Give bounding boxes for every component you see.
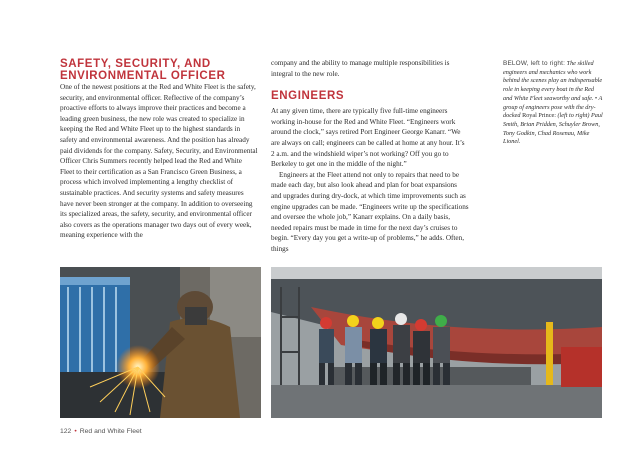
safety-officer-continued: company and the ability to manage multiple responsibilities is integral to the new role. bbox=[271, 59, 450, 78]
engineers-photo bbox=[271, 267, 602, 418]
safety-officer-body: One of the newest positions at the Red and White Fleet is the safety, security, and environmental officer. Reflective of the company’s proactive efforts to always improve their practices and become a leading green business, the new role was created to specialize in keeping the Red and White Fleet up to the highest standards in safety and environmental awareness. And the position has already paid dividends for the company. Safety, Security, and Environmental Officer Chris Summers recently helped lead the Red and White Fleet to their certification as a San Francisco Green Business, a process which involved implementing a lengthy checklist of sustainable practices. And security systems and safety measures have never been stronger at the company. In addition to overseeing its specialized areas, the safety, security, and environmental officer also covers as the operations manager two days out of every week, meaning experience with the bbox=[60, 83, 258, 240]
page-footer bbox=[60, 428, 142, 435]
heading-line-1: SAFETY, SECURITY, AND bbox=[60, 58, 211, 70]
photo-caption bbox=[503, 60, 603, 147]
engineers-photo-illustration bbox=[271, 267, 602, 418]
engineers-heading: ENGINEERS bbox=[271, 90, 345, 103]
footer-separator-icon: • bbox=[74, 428, 77, 435]
safety-officer-heading bbox=[60, 58, 258, 82]
welder-photo-illustration bbox=[60, 267, 261, 418]
caption-names: Paul Smith, Brian Pridden, Schuyler Brown, Tony Godkin, Chad Rosenau, Mike Lionel. bbox=[503, 112, 603, 146]
heading-line-2: ENVIRONMENTAL OFFICER bbox=[60, 70, 226, 82]
caption-column bbox=[503, 60, 603, 147]
caption-lead: BELOW, left to right: bbox=[503, 60, 566, 67]
engineers-paragraph-1: At any given time, there are typically five full-time engineers working in-house for the Red and White Fleet. “Engineers work around the clock,” says retired Port Engineer George Kanarr. “We are always on call; engineers can be called at home at any hour. It’s 2 a.m. and the windshield wiper’s not working? Off you go to Berkeley to get one in the middle of the night.” bbox=[271, 107, 465, 169]
publication-name: Red and White Fleet bbox=[79, 428, 142, 435]
caption-text-2: (left to right) bbox=[557, 112, 590, 120]
left-column bbox=[60, 58, 258, 241]
caption-text-1: The skilled engineers and mechanics who work behind the scenes play an indispensable role in keeping every boat in the Red and White Fleet seaworthy and safe. • A group of engineers pose with the dry-docked bbox=[503, 60, 603, 120]
welder-photo bbox=[60, 267, 261, 418]
engineers-paragraph-2: Engineers at the Fleet attend not only to repairs that need to be made each day, but also look ahead and plan for boat expansions and upgrades during dry-dock, at which time improvements such as engine upgrades can be made. “Engineers write up the specifications and oversee the whole job,” Kanarr explains. On a daily basis, needed repairs must be made in time for the next day’s cruises to begin. “Every day you get a write-up of problems,” he adds. Often, things bbox=[271, 170, 469, 253]
caption-boat-name: Royal Prince: bbox=[522, 112, 556, 120]
page-number: 122 bbox=[60, 428, 72, 435]
middle-column bbox=[271, 58, 469, 255]
